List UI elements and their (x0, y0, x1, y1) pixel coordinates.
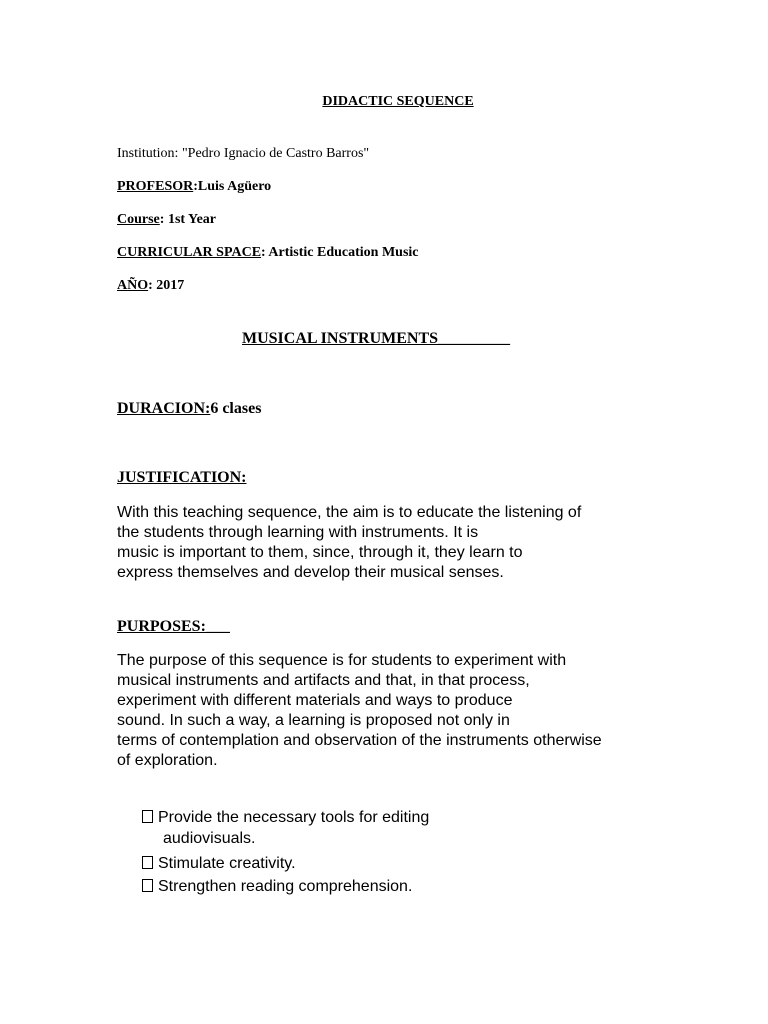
paragraph-line: musical instruments and artifacts and that, in that process, (117, 672, 530, 689)
bullet-box-icon (142, 856, 153, 869)
curricular-line (117, 245, 419, 261)
duration-value: 6 clases (210, 400, 262, 417)
course-label: Course (117, 212, 160, 227)
profesor-label: PROFESOR (117, 179, 194, 194)
curricular-label: CURRICULAR SPACE (117, 245, 262, 260)
section-title-text: MUSICAL INSTRUMENTS (242, 330, 439, 347)
bullet-item (142, 806, 429, 829)
paragraph-line: of exploration. (117, 752, 218, 769)
purposes-heading-text: PURPOSES: (117, 618, 206, 635)
duration-label: DURACION: (117, 400, 211, 417)
institution-line: Institution: "Pedro Ignacio de Castro Barros" (117, 146, 370, 161)
paragraph-line: experiment with different materials and ways to produce (117, 692, 513, 709)
bullet-box-icon (142, 879, 153, 892)
paragraph-line: sound. In such a way, a learning is proposed not only in (117, 712, 510, 729)
justification-heading: JUSTIFICATION: (117, 469, 247, 486)
paragraph-line: the students through learning with instruments. It is (117, 524, 479, 541)
section-title-trail: _________ (438, 330, 511, 347)
bullet-text: Strengthen reading comprehension. (158, 878, 413, 895)
paragraph-line: With this teaching sequence, the aim is to educate the listening of (117, 504, 582, 521)
profesor-value: :Luis Agüero (193, 179, 272, 194)
profesor-line (117, 179, 271, 195)
curricular-value: : Artistic Education Music (261, 245, 419, 260)
course-value: : 1st Year (159, 212, 217, 227)
year-value: : 2017 (148, 278, 185, 293)
purposes-paragraph (117, 651, 602, 771)
bullet-item (142, 852, 296, 875)
bullet-text: Provide the necessary tools for editing (158, 809, 430, 826)
bullet-text: Stimulate creativity. (158, 855, 296, 872)
year-line (117, 278, 184, 294)
paragraph-line: The purpose of this sequence is for students to experiment with (117, 652, 567, 669)
justification-paragraph (117, 503, 581, 583)
purposes-heading-trail: ___ (205, 618, 230, 635)
document-title: DIDACTIC SEQUENCE (322, 94, 474, 109)
year-label: AÑO (117, 278, 149, 293)
paragraph-line: express themselves and develop their musical senses. (117, 564, 504, 581)
bullet-box-icon (142, 810, 153, 823)
section-title (242, 330, 510, 348)
duration-line (117, 400, 261, 418)
paragraph-line: terms of contemplation and observation of the instruments otherwise (117, 732, 602, 749)
paragraph-line: music is important to them, since, through it, they learn to (117, 544, 523, 561)
course-line (117, 212, 216, 228)
bullet-continuation: audiovisuals. (163, 830, 256, 847)
purposes-heading (117, 618, 230, 636)
bullet-item (142, 875, 412, 898)
